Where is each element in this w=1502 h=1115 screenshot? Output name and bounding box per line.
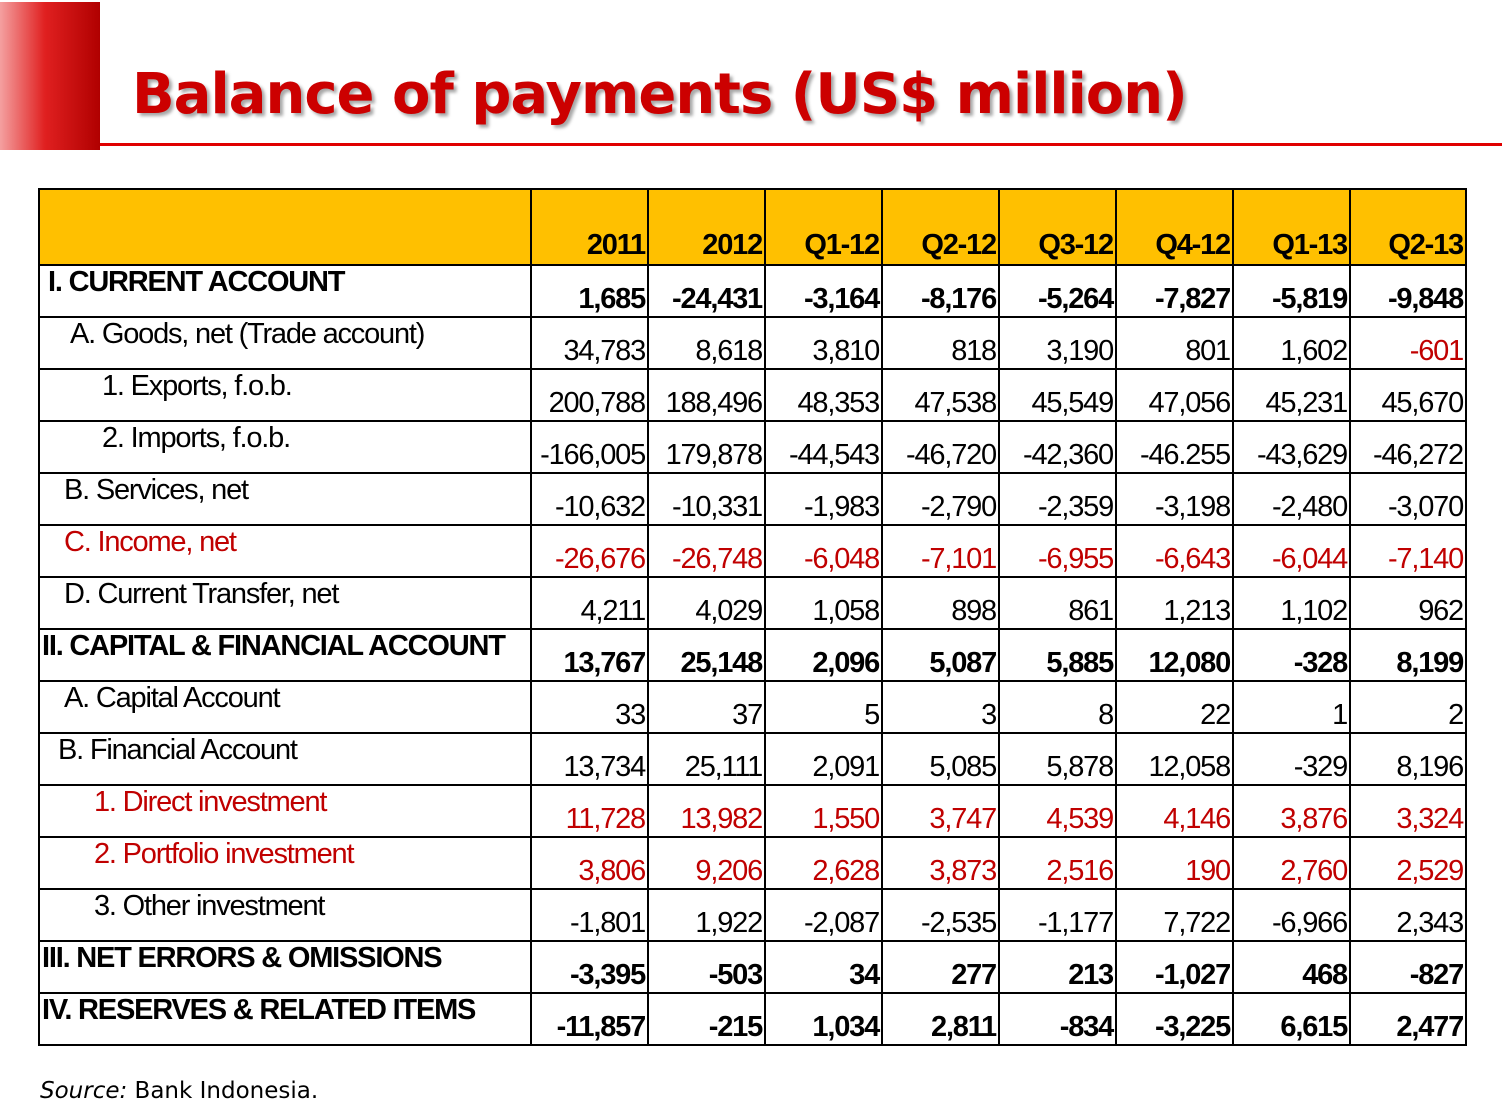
cell-value: -9,848 [1350,265,1466,317]
row-label: II. CAPITAL & FINANCIAL ACCOUNT [39,629,531,681]
column-header: 2011 [531,189,648,265]
cell-value: -24,431 [648,265,765,317]
cell-value: 25,148 [648,629,765,681]
cell-value: -10,632 [531,473,648,525]
cell-value: -26,748 [648,525,765,577]
table-row [39,629,1466,681]
table-row [39,317,1466,369]
cell-value: -1,027 [1116,941,1233,993]
cell-value: 13,734 [531,733,648,785]
row-label: 1. Direct investment [39,785,531,837]
cell-value: -6,044 [1233,525,1350,577]
cell-value: -2,790 [882,473,999,525]
column-header: Q1-12 [765,189,882,265]
cell-value: 34 [765,941,882,993]
cell-value: 5 [765,681,882,733]
page-title: Balance of payments (US$ million) [132,62,1187,127]
cell-value: 468 [1233,941,1350,993]
cell-value: 3,806 [531,837,648,889]
column-header: 2012 [648,189,765,265]
cell-value: -328 [1233,629,1350,681]
cell-value: 48,353 [765,369,882,421]
cell-value: 45,231 [1233,369,1350,421]
cell-value: 1,034 [765,993,882,1045]
cell-value: 34,783 [531,317,648,369]
cell-value: 5,087 [882,629,999,681]
table-row [39,525,1466,577]
cell-value: 1,550 [765,785,882,837]
cell-value: 2,529 [1350,837,1466,889]
cell-value: 7,722 [1116,889,1233,941]
cell-value: 213 [999,941,1116,993]
cell-value: 3,190 [999,317,1116,369]
cell-value: -3,225 [1116,993,1233,1045]
cell-value: -42,360 [999,421,1116,473]
title-underline [100,143,1502,146]
cell-value: -166,005 [531,421,648,473]
header-row [39,189,1466,265]
cell-value: -2,087 [765,889,882,941]
cell-value: 1,602 [1233,317,1350,369]
cell-value: -329 [1233,733,1350,785]
table-row [39,941,1466,993]
cell-value: 13,982 [648,785,765,837]
row-label: 2. Portfolio investment [39,837,531,889]
cell-value: 45,670 [1350,369,1466,421]
table-row [39,837,1466,889]
cell-value: 8,199 [1350,629,1466,681]
row-label: C. Income, net [39,525,531,577]
column-header: Q3-12 [999,189,1116,265]
cell-value: 5,885 [999,629,1116,681]
table-row [39,473,1466,525]
cell-value: -6,643 [1116,525,1233,577]
table-row [39,681,1466,733]
cell-value: -3,070 [1350,473,1466,525]
row-label: 3. Other investment [39,889,531,941]
table-row [39,421,1466,473]
cell-value: 1,058 [765,577,882,629]
cell-value: 1,922 [648,889,765,941]
cell-value: 200,788 [531,369,648,421]
cell-value: -601 [1350,317,1466,369]
cell-value: 9,206 [648,837,765,889]
cell-value: -7,827 [1116,265,1233,317]
row-label: A. Capital Account [39,681,531,733]
cell-value: 2,477 [1350,993,1466,1045]
column-header: Q2-12 [882,189,999,265]
row-label: B. Services, net [39,473,531,525]
table-row [39,785,1466,837]
cell-value: 5,878 [999,733,1116,785]
cell-value: -834 [999,993,1116,1045]
cell-value: -6,048 [765,525,882,577]
cell-value: 8,618 [648,317,765,369]
cell-value: -3,395 [531,941,648,993]
cell-value: 4,211 [531,577,648,629]
cell-value: 22 [1116,681,1233,733]
cell-value: -2,535 [882,889,999,941]
table-row [39,369,1466,421]
cell-value: 188,496 [648,369,765,421]
cell-value: -1,177 [999,889,1116,941]
cell-value: 2 [1350,681,1466,733]
cell-value: 2,628 [765,837,882,889]
row-label: 1. Exports, f.o.b. [39,369,531,421]
cell-value: 37 [648,681,765,733]
cell-value: 3,876 [1233,785,1350,837]
cell-value: -7,101 [882,525,999,577]
cell-value: 179,878 [648,421,765,473]
cell-value: 2,091 [765,733,882,785]
table-row [39,993,1466,1045]
cell-value: -46,720 [882,421,999,473]
row-label: III. NET ERRORS & OMISSIONS [39,941,531,993]
cell-value: -7,140 [1350,525,1466,577]
cell-value: 2,760 [1233,837,1350,889]
table-row [39,265,1466,317]
cell-value: 13,767 [531,629,648,681]
header-corner [39,189,531,265]
cell-value: -11,857 [531,993,648,1045]
cell-value: -3,198 [1116,473,1233,525]
cell-value: 12,080 [1116,629,1233,681]
cell-value: 3,747 [882,785,999,837]
cell-value: -503 [648,941,765,993]
cell-value: -46.255 [1116,421,1233,473]
cell-value: 33 [531,681,648,733]
cell-value: -10,331 [648,473,765,525]
cell-value: 1,685 [531,265,648,317]
row-label: D. Current Transfer, net [39,577,531,629]
cell-value: 818 [882,317,999,369]
cell-value: 8 [999,681,1116,733]
cell-value: -215 [648,993,765,1045]
cell-value: -8,176 [882,265,999,317]
cell-value: 6,615 [1233,993,1350,1045]
cell-value: 47,538 [882,369,999,421]
cell-value: 1,213 [1116,577,1233,629]
cell-value: 3,810 [765,317,882,369]
balance-of-payments-table [38,188,1467,1046]
source-text: Bank Indonesia. [127,1078,319,1104]
cell-value: 8,196 [1350,733,1466,785]
cell-value: 5,085 [882,733,999,785]
column-header: Q2-13 [1350,189,1466,265]
source-label: Source: [40,1078,128,1104]
column-header: Q4-12 [1116,189,1233,265]
cell-value: 962 [1350,577,1466,629]
cell-value: -2,480 [1233,473,1350,525]
cell-value: 12,058 [1116,733,1233,785]
cell-value: 1,102 [1233,577,1350,629]
cell-value: -26,676 [531,525,648,577]
cell-value: -46,272 [1350,421,1466,473]
cell-value: 2,343 [1350,889,1466,941]
cell-value: -2,359 [999,473,1116,525]
cell-value: 898 [882,577,999,629]
cell-value: -827 [1350,941,1466,993]
row-label: B. Financial Account [39,733,531,785]
cell-value: 3,873 [882,837,999,889]
cell-value: 3 [882,681,999,733]
column-header: Q1-13 [1233,189,1350,265]
cell-value: 190 [1116,837,1233,889]
cell-value: -5,819 [1233,265,1350,317]
cell-value: -44,543 [765,421,882,473]
row-label: I. CURRENT ACCOUNT [39,265,531,317]
cell-value: 4,146 [1116,785,1233,837]
cell-value: -1,801 [531,889,648,941]
cell-value: 4,029 [648,577,765,629]
source-note [40,1078,318,1104]
cell-value: -1,983 [765,473,882,525]
cell-value: 47,056 [1116,369,1233,421]
row-label: IV. RESERVES & RELATED ITEMS [39,993,531,1045]
cell-value: 3,324 [1350,785,1466,837]
row-label: 2. Imports, f.o.b. [39,421,531,473]
cell-value: 1 [1233,681,1350,733]
cell-value: 2,811 [882,993,999,1045]
cell-value: 4,539 [999,785,1116,837]
cell-value: 801 [1116,317,1233,369]
table-row [39,577,1466,629]
cell-value: -3,164 [765,265,882,317]
table-row [39,733,1466,785]
cell-value: 25,111 [648,733,765,785]
cell-value: 861 [999,577,1116,629]
cell-value: -6,966 [1233,889,1350,941]
cell-value: -5,264 [999,265,1116,317]
cell-value: -43,629 [1233,421,1350,473]
cell-value: 45,549 [999,369,1116,421]
title-accent-bar [0,2,100,150]
cell-value: 2,516 [999,837,1116,889]
cell-value: 277 [882,941,999,993]
table-row [39,889,1466,941]
cell-value: 2,096 [765,629,882,681]
cell-value: -6,955 [999,525,1116,577]
cell-value: 11,728 [531,785,648,837]
row-label: A. Goods, net (Trade account) [39,317,531,369]
